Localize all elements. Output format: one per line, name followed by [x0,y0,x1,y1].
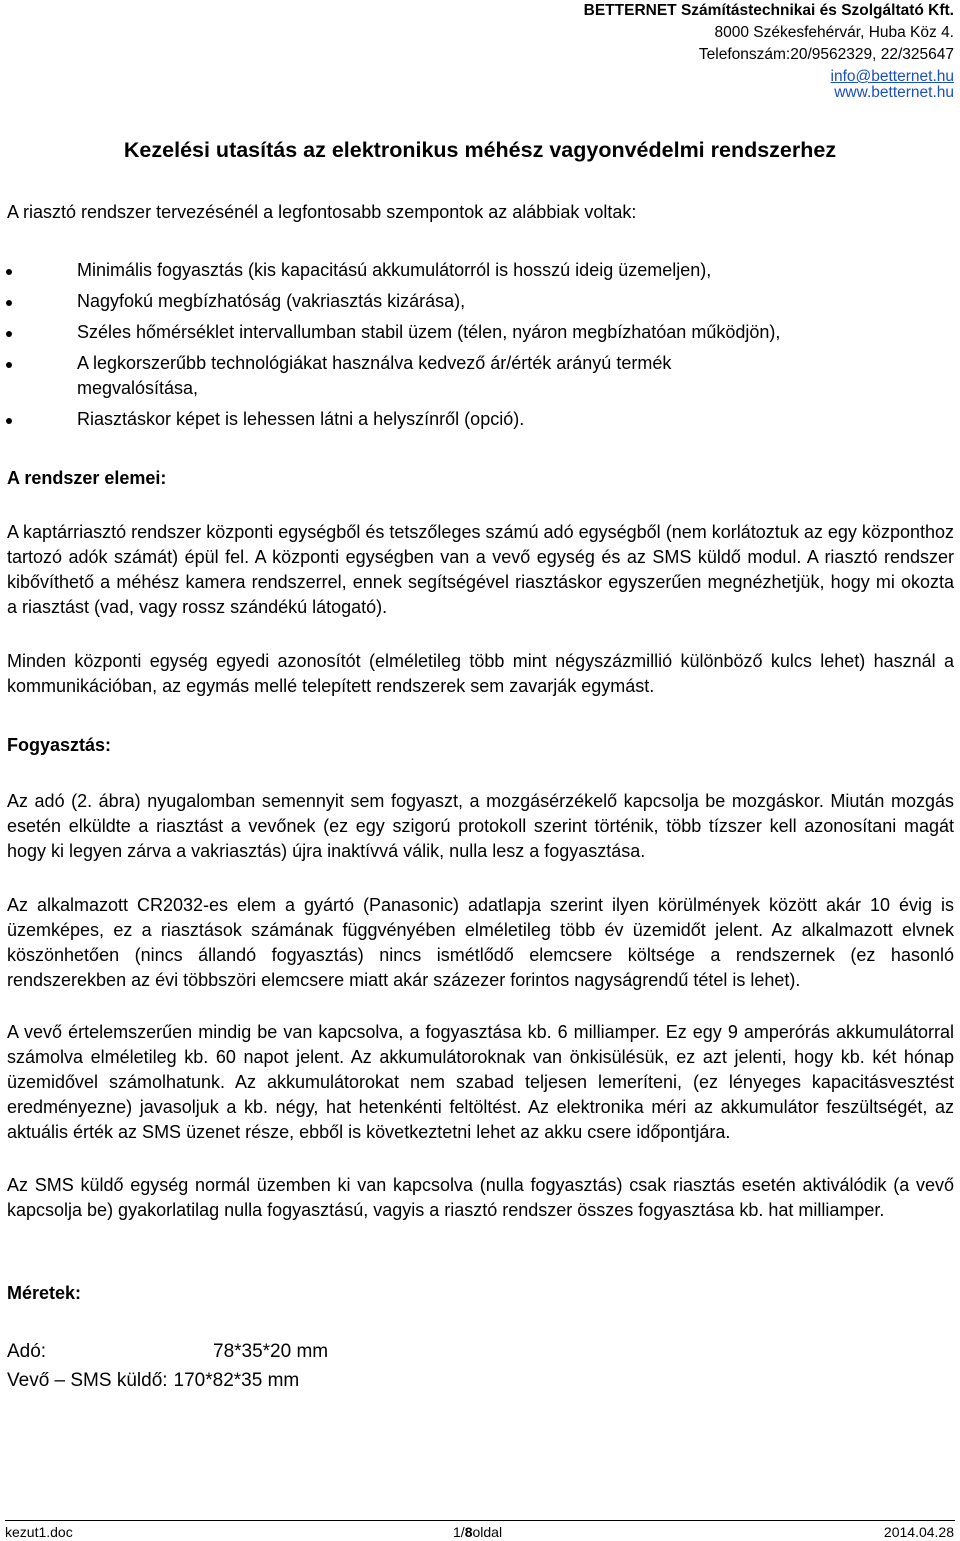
footer-date: 2014.04.28 [883,1524,954,1540]
letterhead [434,0,954,110]
dimension-row [7,1368,299,1393]
section-heading-consumption: Fogyasztás: [7,735,112,755]
list-item: Nagyfokú megbízhatóság (vakriasztás kizárása), [0,289,960,314]
consumption-paragraph-2: Az alkalmazott CR2032-es elem a gyártó (Panasonic) adatlapja szerint ilyen körülmények között akár 10 évig is üzemképes, ez a riasztások számának függvényében elméletileg több év üzemidőt jelent. Az alkalmazott elvnek köszönhetően (nincs állandó fogyasztás) nincs ismétlődő elemcsere költsége a rendszernek (ez hasonló rendszerekben az évi többszöri elemcsere miatt akár százezer forintos nagyságrendű tétel is lehet). [7,895,954,990]
footer-filename: kezut1.doc [5,1524,73,1540]
bullet-icon [6,418,12,424]
elements-paragraph-1: A kaptárriasztó rendszer központi egységből és tetszőleges számú adó egységből (nem korlátoztuk az egy központhoz tartozó adók számát) épül fel. A központi egységben van a vevő egység és az SMS küldő modul. A riasztó rendszer kibővíthető a méhész kamera rendszerrel, ennek segítségével riasztáskor egyszerűen megnézhetjük, hogy mi okozta a riasztást (vad, vagy rossz szándékú látogató). [7,522,954,617]
list-item: A legkorszerűbb technológiákat használva kedvező ár/érték arányú termék megvalósítása, [0,351,797,401]
email-link[interactable]: info@betternet.hu [830,68,954,85]
footer-divider [5,1520,955,1521]
website-link[interactable]: www.betternet.hu [834,84,954,101]
section-heading-dimensions: Méretek: [7,1283,82,1303]
company-address: 8000 Székesfehérvár, Huba Köz 4. [714,24,954,41]
dimension-value: 170*82*35 mm [173,1370,300,1391]
list-item: Minimális fogyasztás (kis kapacitású akkumulátorról is hosszú ideig üzemeljen), [0,258,960,283]
dimension-row [7,1339,328,1364]
dimension-label: Adó: [7,1341,47,1362]
footer-page-number: 1/8oldal [453,1524,503,1540]
document-title: Kezelési utasítás az elektronikus méhész vagyonvédelmi rendszerhez [123,138,837,162]
bullet-icon [6,331,12,337]
consumption-paragraph-1: Az adó (2. ábra) nyugalomban semennyit sem fogyaszt, a mozgásérzékelő kapcsolja be mozgáskor. Miután mozgás esetén elküldte a riasztást a vevőnek (ez egy szigorú protokoll szerint történik, több tízszer kell azonosítani magát hogy ki legyen zárva a vakriasztás) újra inaktívvá válik, nulla lesz a fogyasztása. [7,791,954,861]
bullet-icon [6,362,12,368]
company-name: BETTERNET Számítástechnikai és Szolgáltató Kft. [583,2,954,19]
intro-text: A riasztó rendszer tervezésénél a legfontosabb szempontok az alábbiak voltak: [7,202,637,222]
company-phone: Telefonszám:20/9562329, 22/325647 [698,46,954,63]
list-item: Riasztáskor képet is lehessen látni a helyszínről (opció). [0,407,960,432]
bullet-icon [6,300,12,306]
section-heading-elements: A rendszer elemei: [7,468,167,488]
elements-paragraph-2: Minden központi egység egyedi azonosítót (elméletileg több mint négyszázmillió különböző kulcs lehet) használ a kommunikációban, az egymás mellé telepített rendszerek sem zavarják egymást. [7,651,954,696]
dimension-label: Vevő – SMS küldő: [7,1370,168,1391]
dimension-value: 78*35*20 mm [213,1341,329,1362]
consumption-paragraph-4: Az SMS küldő egység normál üzemben ki van kapcsolva (nulla fogyasztás) csak riasztás esetén aktiválódik (a vevő kapcsolja be) gyakorlatilag nulla fogyasztású, vagyis a riasztó rendszer összes fogyasztása kb. hat milliamper. [7,1175,954,1220]
bullet-icon [6,269,12,275]
consumption-paragraph-3: A vevő értelemszerűen mindig be van kapcsolva, a fogyasztása kb. 6 milliamper. Ez egy 9 amperórás akkumulátorral számolva elméletileg kb. 60 napot jelent. Az akkumulátoroknak van önkisülésük, ez azt jelenti, hogy kb. két hónap üzemidővel számolhatunk. Az akkumulátorokat nem szabad teljesen lemeríteni, (ez lényeges kapacitásvesztést eredményezne) javasoljuk a kb. négy, hat hetenkénti feltöltést. Az elektronika méri az akkumulátor feszültségét, az aktuális érték az SMS üzenet része, ebből is következtetni lehet az akku csere időpontjára. [7,1022,954,1142]
requirements-list [0,258,960,432]
list-item: Széles hőmérséklet intervallumban stabil üzem (télen, nyáron megbízhatóan működjön), [0,320,960,345]
